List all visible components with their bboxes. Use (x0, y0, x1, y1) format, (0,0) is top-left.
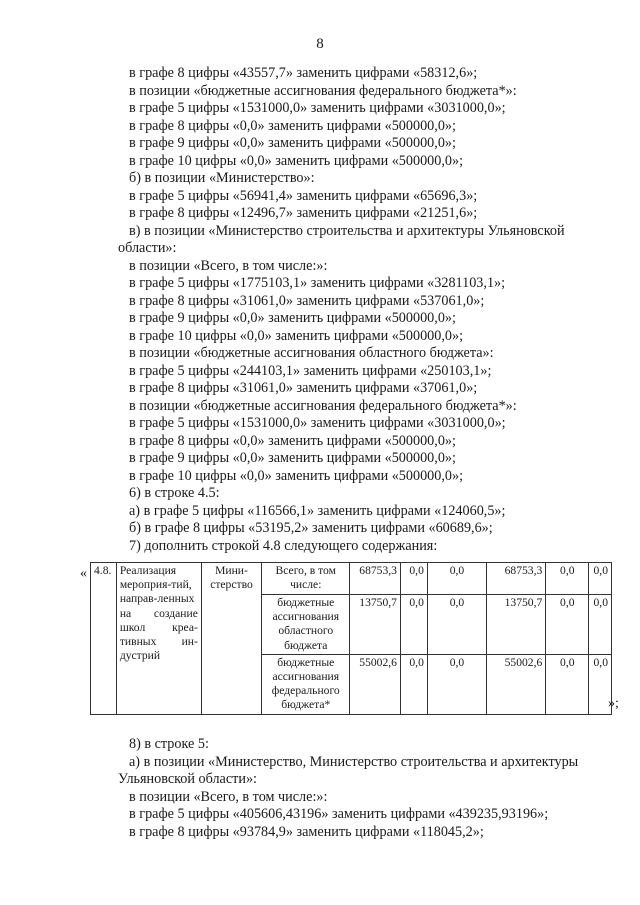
responsible-executor: Мини-стерство (201, 563, 261, 715)
value-cell: 68753,3 (350, 563, 401, 595)
text-line: 7) дополнить строкой 4.8 следующего содержания: (129, 538, 438, 554)
value-cell: 0,0 (400, 654, 427, 714)
text-line: области»: (118, 240, 177, 256)
text-line: в позиции «Всего, в том числе:»: (129, 258, 328, 274)
value-cell: 0,0 (400, 595, 427, 655)
text-line: в графе 9 цифры «0,0» заменить цифрами «500000,0»; (129, 310, 456, 326)
text-line: в графе 5 цифры «1775103,1» заменить цифрами «3281103,1»; (129, 275, 506, 291)
text-line: в графе 10 цифры «0,0» заменить цифрами «500000,0»; (129, 153, 464, 169)
text-line: в графе 8 цифры «31061,0» заменить цифрами «537061,0»; (129, 293, 485, 309)
funding-source: бюджетные ассигнования федерального бюджета* (262, 654, 350, 714)
text-line: в позиции «Всего, в том числе:»: (129, 789, 328, 805)
text-line: в графе 5 цифры «244103,1» заменить цифрами «250103,1»; (129, 363, 492, 379)
value-cell: 0,0 (427, 654, 486, 714)
value-cell: 0,0 (427, 563, 486, 595)
table-row (91, 563, 612, 595)
text-line: в графе 8 цифры «31061,0» заменить цифрами «37061,0»; (129, 380, 478, 396)
text-line: в) в позиции «Министерство строительства и архитектуры Ульяновской (129, 223, 565, 239)
value-cell: 55002,6 (487, 654, 546, 714)
text-line: в графе 5 цифры «56941,4» заменить цифрами «65696,3»; (129, 188, 478, 204)
measure-name: Реализация мероприя-тий, направ-ленных на создание школ креа-тивных ин-дустрий (116, 563, 201, 715)
funding-source: бюджетные ассигнования областного бюджета (262, 595, 350, 655)
value-cell: 0,0 (546, 595, 589, 655)
value-cell: 0,0 (546, 563, 589, 595)
value-cell: 55002,6 (350, 654, 401, 714)
text-line: в графе 8 цифры «93784,9» заменить цифрами «118045,2»; (129, 824, 484, 840)
row-number: 4.8. (91, 563, 117, 715)
table-quote-open: « (80, 566, 87, 581)
text-line: а) в графе 5 цифры «116566,1» заменить цифрами «124060,5»; (129, 503, 506, 519)
text-line: в графе 8 цифры «0,0» заменить цифрами «500000,0»; (129, 118, 456, 134)
value-cell: 13750,7 (487, 595, 546, 655)
text-line: б) в графе 8 цифры «53195,2» заменить цифрами «60689,6»; (129, 520, 493, 536)
text-line: в графе 8 цифры «43557,7» заменить цифрами «58312,6»; (129, 65, 478, 81)
value-cell: 13750,7 (350, 595, 401, 655)
text-line: в графе 8 цифры «12496,7» заменить цифрами «21251,6»; (129, 205, 478, 221)
text-line: Ульяновской области»: (118, 771, 257, 787)
text-line: б) в позиции «Министерство»: (129, 170, 315, 186)
value-cell: 0,0 (589, 595, 612, 655)
value-cell: 0,0 (427, 595, 486, 655)
text-line: в позиции «бюджетные ассигнования федерального бюджета*»: (129, 83, 517, 99)
text-line: 6) в строке 4.5: (129, 485, 220, 501)
text-line: в графе 10 цифры «0,0» заменить цифрами «500000,0»; (129, 468, 464, 484)
text-line: 8) в строке 5: (129, 736, 209, 752)
text-line: в позиции «бюджетные ассигнования федерального бюджета*»: (129, 398, 517, 414)
text-line: в графе 9 цифры «0,0» заменить цифрами «500000,0»; (129, 450, 456, 466)
text-line: в графе 10 цифры «0,0» заменить цифрами «500000,0»; (129, 328, 464, 344)
text-line: а) в позиции «Министерство, Министерство строительства и архитектуры (129, 754, 579, 770)
text-line: в позиции «бюджетные ассигнования областного бюджета»: (129, 345, 494, 361)
text-line: в графе 5 цифры «1531000,0» заменить цифрами «3031000,0»; (129, 415, 506, 431)
text-line: в графе 8 цифры «0,0» заменить цифрами «500000,0»; (129, 433, 456, 449)
text-line: в графе 9 цифры «0,0» заменить цифрами «500000,0»; (129, 135, 456, 151)
table-quote-close: »; (608, 696, 619, 711)
value-cell: 68753,3 (487, 563, 546, 595)
funding-source: Всего, в том числе: (262, 563, 350, 595)
page-number: 8 (316, 36, 324, 52)
value-cell: 0,0 (589, 654, 612, 714)
value-cell: 0,0 (546, 654, 589, 714)
inserted-row-table (90, 562, 612, 715)
text-line: в графе 5 цифры «1531000,0» заменить цифрами «3031000,0»; (129, 100, 506, 116)
text-line: в графе 5 цифры «405606,43196» заменить цифрами «439235,93196»; (129, 806, 549, 822)
value-cell: 0,0 (589, 563, 612, 595)
value-cell: 0,0 (400, 563, 427, 595)
